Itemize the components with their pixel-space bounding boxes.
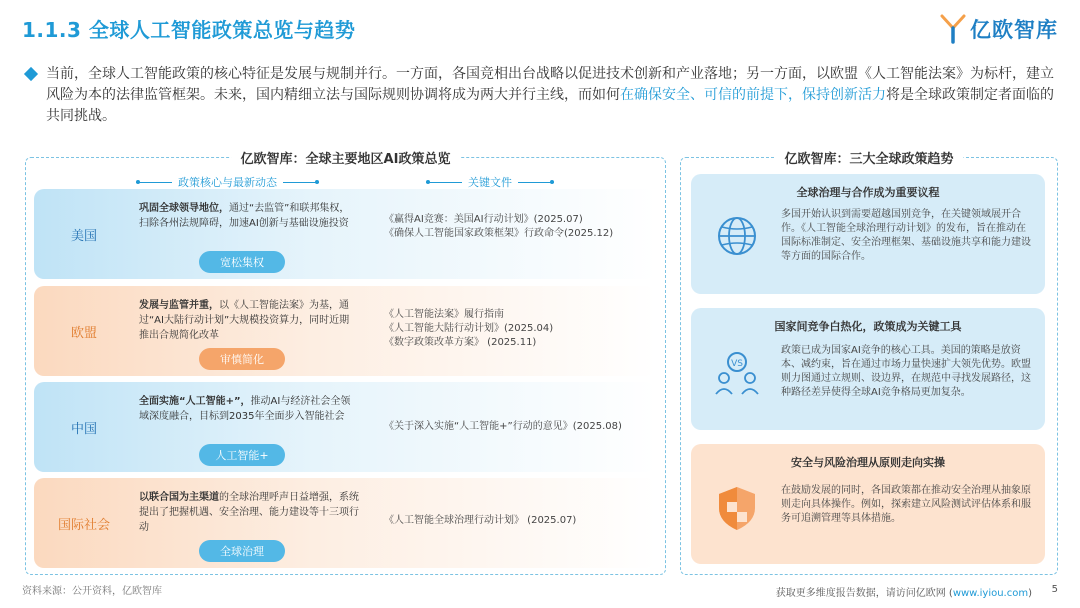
- trend-title: 国家间竞争白热化，政策成为关键工具: [774, 320, 962, 333]
- region-name: 国际社会: [57, 517, 110, 533]
- policy-tag: 人工智能+: [199, 444, 285, 466]
- region-row-eu: [34, 286, 656, 376]
- region-row-international: [34, 478, 656, 568]
- footer-more: 获取更多维度报告数据，请访问亿欧网 (www.iyiou.com): [775, 588, 1032, 599]
- svg-text:VS: VS: [731, 359, 743, 369]
- iyiou-link[interactable]: www.iyiou.com: [952, 588, 1029, 599]
- shield-icon: [713, 484, 761, 532]
- logo-text: 亿欧智库: [970, 18, 1058, 42]
- region-name: 欧盟: [70, 325, 97, 341]
- brand-logo: [940, 14, 1058, 44]
- competition-icon: [713, 348, 761, 396]
- policy-tag: 全球治理: [199, 540, 285, 562]
- panel-title-right: 亿欧智库：三大全球政策趋势: [774, 148, 963, 167]
- panel-title-left: 亿欧智库：全球主要地区AI政策总览: [231, 148, 461, 167]
- key-documents: 《人工智能全球治理行动计划》 (2025.07): [384, 515, 577, 526]
- region-row-cn: [34, 382, 656, 472]
- regional-policy-panel: [25, 152, 666, 575]
- source-note: 资料来源：公开资料，亿欧智库: [22, 586, 162, 597]
- policy-core: 发展与监管并重，以《人工智能法案》为基，通过“AI大陆行动计划”大规模投资算力，同时近期推出合规简化改革: [139, 300, 350, 341]
- policy-trends-panel: [680, 152, 1058, 575]
- globe-icon: [713, 212, 761, 260]
- intro-highlight: 在确保安全、可信的前提下，保持创新活力: [620, 87, 886, 103]
- trend-description: 在鼓励发展的同时，各国政策都在推动安全治理从抽象原则走向具体操作。例如，探索建立风险测试评估体系和服务可追溯管理等具体措施。: [781, 485, 1031, 524]
- trend-card-safety: [691, 444, 1045, 564]
- region-name: 中国: [70, 421, 97, 437]
- column-header-docs: 关键文件: [426, 174, 554, 190]
- policy-core: 巩固全球领导地位，通过“去监管”和联邦集权，扫除各州法规障碍，加速AI创新与基础设施投资: [139, 203, 350, 229]
- key-documents: 《赢得AI竞赛：美国AI行动计划》(2025.07) 《确保人工智能国家政策框架》行政命令(2025.12): [384, 214, 614, 239]
- trend-title: 安全与风险治理从原则走向实操: [791, 456, 945, 469]
- page-title: 1.1.3 全球人工智能政策总览与趋势: [22, 18, 356, 42]
- policy-core: 全面实施“人工智能+”，推动AI与经济社会全领域深度融合，目标到2035年全面步入智能社会: [139, 396, 351, 422]
- column-header-core: 政策核心与最新动态: [136, 174, 319, 190]
- trend-title: 全球治理与合作成为重要议程: [796, 186, 940, 199]
- trend-description: 政策已成为国家AI竞争的核心工具。美国的策略是放资本、减约束，旨在通过市场力量快速扩大领先优势。欧盟则力图通过立规则、设边界，在规范中寻找发展路径，这种路径差异使得全球AI竞争格局更加复杂。: [781, 345, 1031, 398]
- trend-card-governance: [691, 174, 1045, 294]
- trend-card-competition: [691, 308, 1045, 430]
- policy-tag: 宽松集权: [199, 251, 285, 273]
- intro-text: 当前，全球人工智能政策的核心特征是发展与规制并行。一方面，各国竞相出台战略以促进技术创新和产业落地；另一方面，以欧盟《人工智能法案》为标杆，建立风险为本的法律监管框架。未来，国内精细立法与国际规则协调将成为两大并行主线，而如何: [46, 66, 1054, 103]
- intro-text-end: 将是全球政策制定者面临的共同挑战。: [46, 87, 1054, 124]
- policy-tag: 审慎简化: [199, 348, 285, 370]
- trend-description: 多国开始认识到需要超越国别竞争，在关键领域展开合作。《人工智能全球治理行动计划》的发布，旨在推动在国际标准制定、安全治理框架、基础设施共享和能力建设等方面的国际合作。: [781, 209, 1031, 262]
- intro-paragraph: [26, 64, 1058, 127]
- key-documents: 《人工智能法案》履行指南 《人工智能大陆行动计划》(2025.04) 《数字政策改革方案》 (2025.11): [384, 309, 554, 348]
- logo-mark-icon: [940, 14, 966, 44]
- bullet-diamond-icon: [24, 67, 38, 81]
- region-name: 美国: [70, 228, 97, 244]
- region-row-us: [34, 189, 656, 279]
- page-number: 5: [1051, 584, 1058, 595]
- key-documents: 《关于深入实施“人工智能+”行动的意见》(2025.08): [384, 421, 622, 432]
- policy-core: 以联合国为主渠道的全球治理呼声日益增强，系统提出了把握机遇、安全治理、能力建设等十三项行动: [139, 492, 359, 533]
